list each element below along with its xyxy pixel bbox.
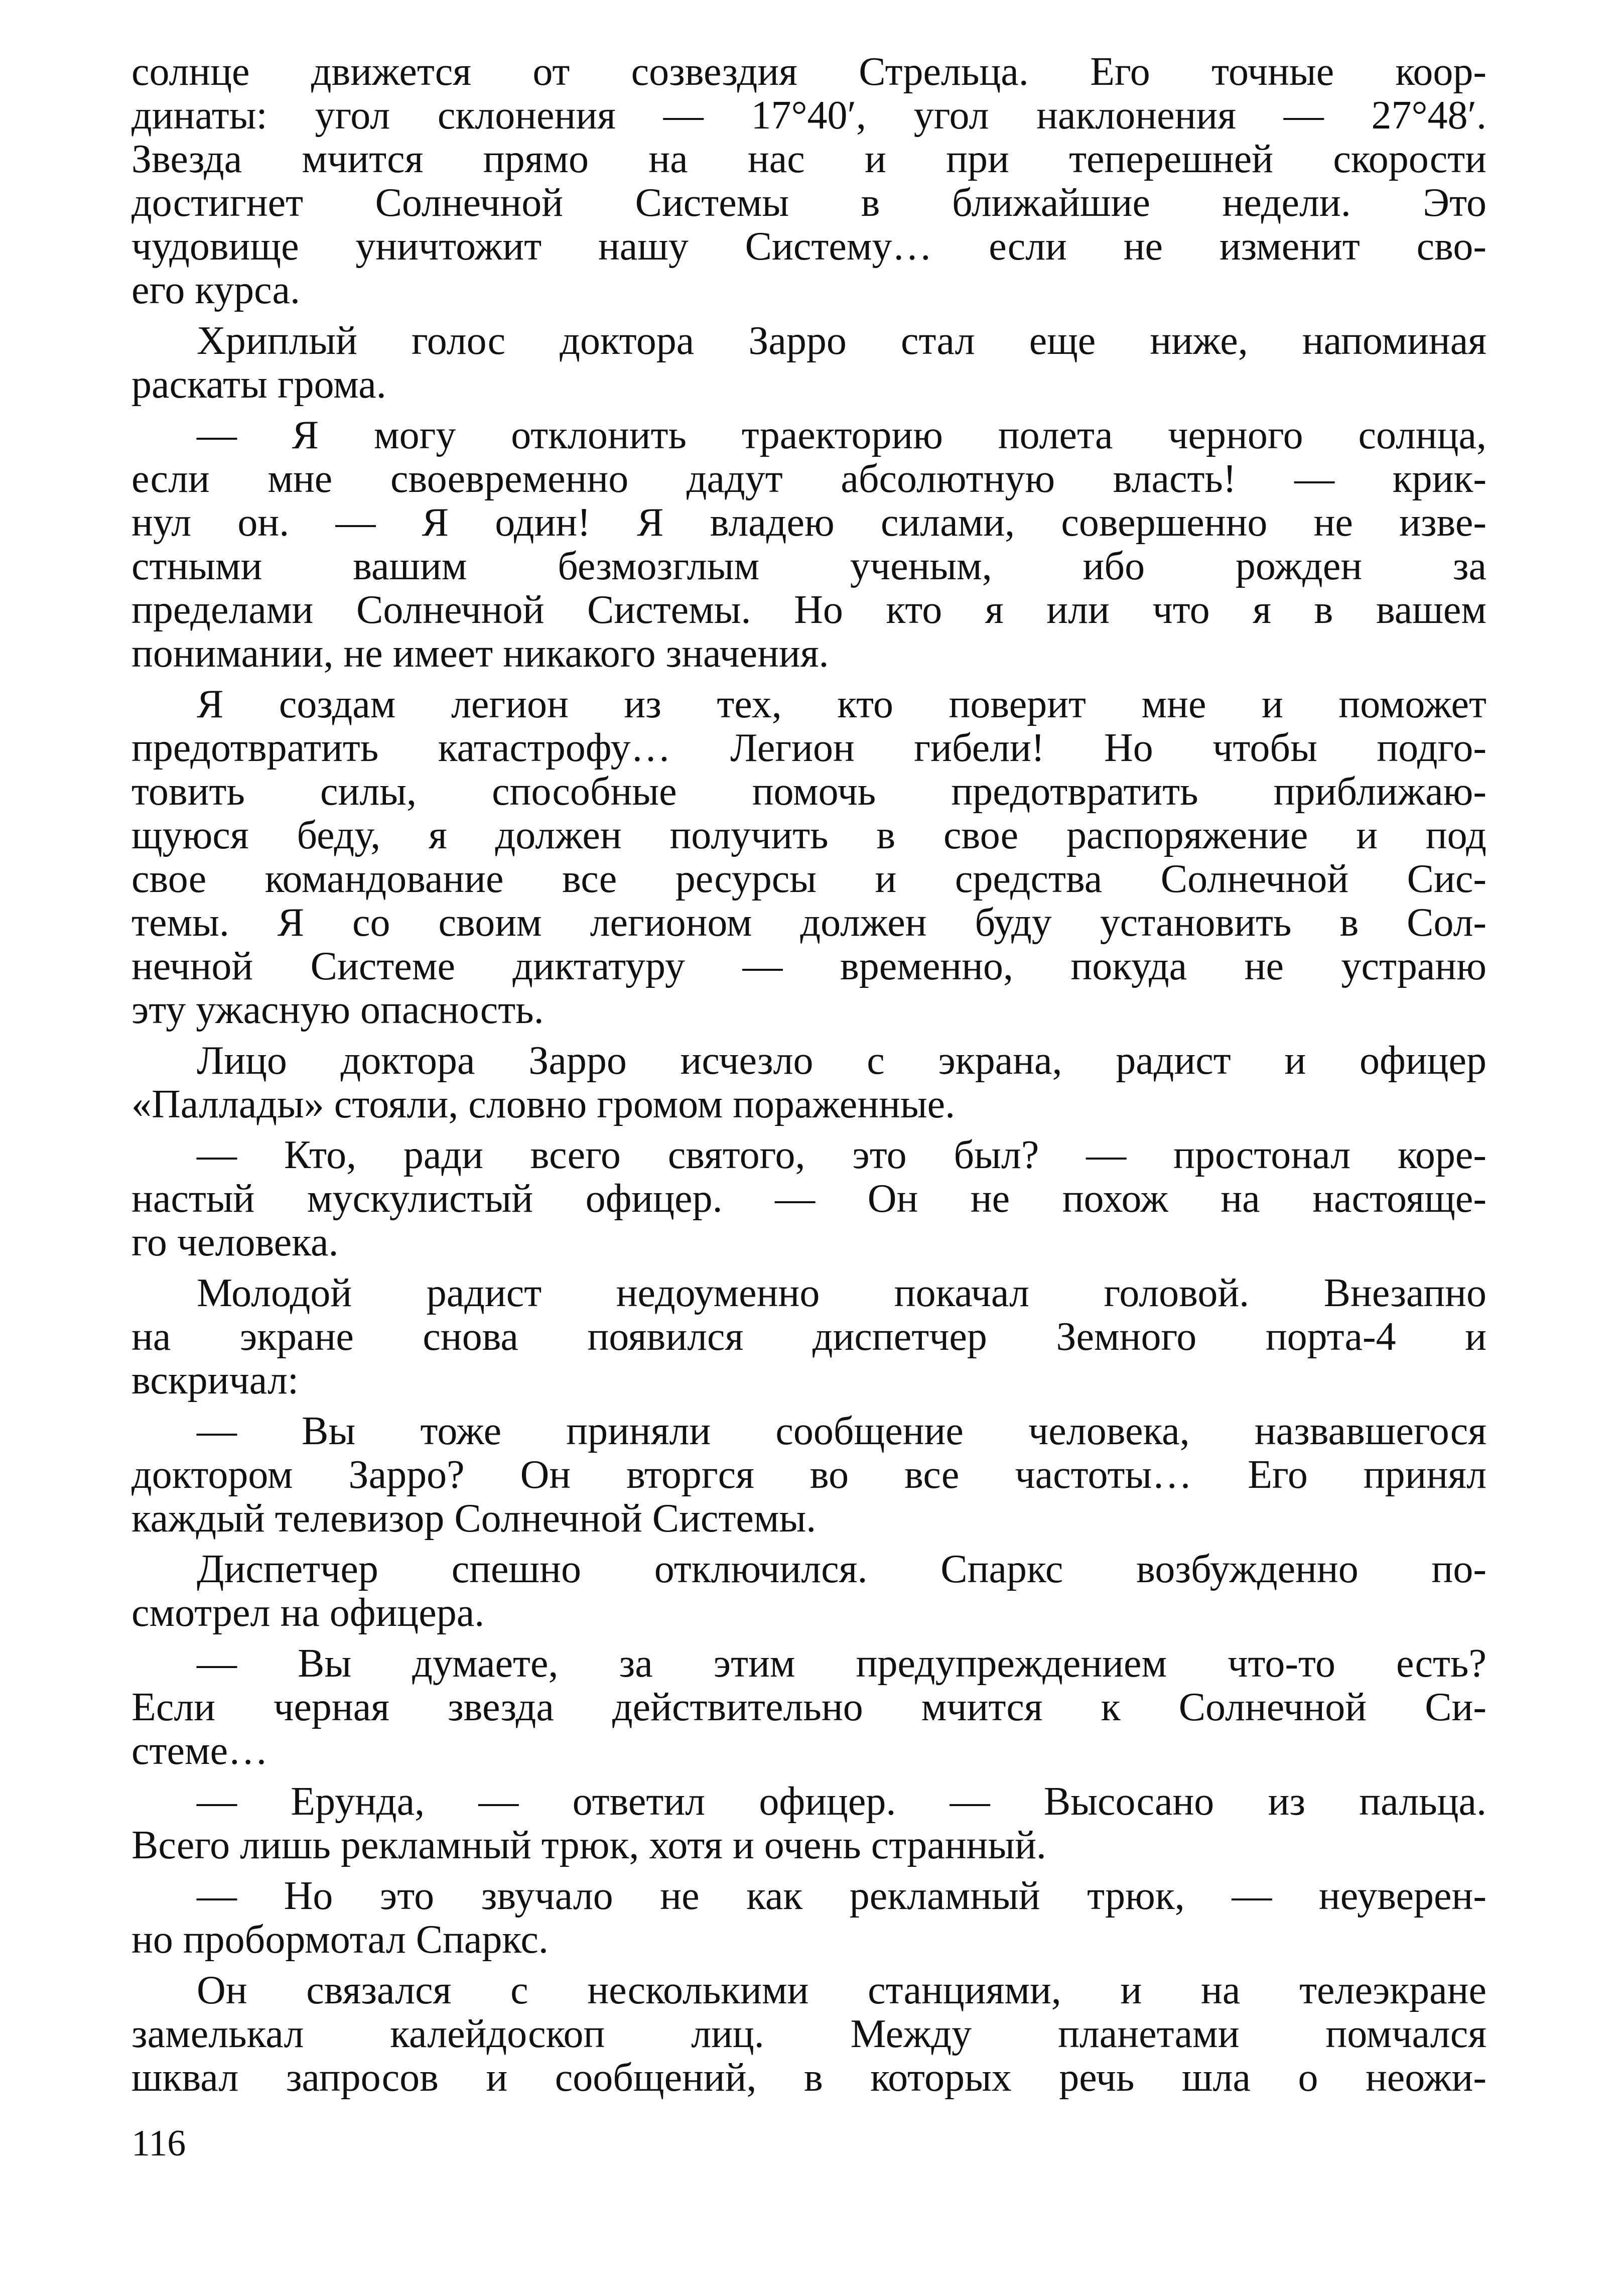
paragraph xyxy=(131,1969,1486,2100)
text-line: эту ужасную опасность. xyxy=(131,988,544,1032)
text-line: доктором Зарро? Он вторгся во все частоты… Его принял xyxy=(131,1453,1486,1497)
paragraph xyxy=(131,1780,1486,1867)
paragraph xyxy=(131,50,1486,312)
paragraph xyxy=(131,1874,1486,1962)
text-line: вскричал: xyxy=(131,1358,299,1403)
text-line: товить силы, способные помочь предотвратить приближаю- xyxy=(131,770,1486,814)
text-line: — Вы думаете, за этим предупреждением что-то есть? xyxy=(197,1641,1486,1686)
text-line: каждый телевизор Солнечной Системы. xyxy=(131,1496,817,1541)
paragraph xyxy=(131,1133,1486,1264)
text-line: чудовище уничтожит нашу Систему… если не изменит сво- xyxy=(131,224,1486,269)
paragraph xyxy=(131,1642,1486,1773)
text-line: понимании, не имеет никакого значения. xyxy=(131,631,829,676)
text-line: стными вашим безмозглым ученым, ибо рожден за xyxy=(131,544,1486,588)
text-line: темы. Я со своим легионом должен буду установить в Сол- xyxy=(131,901,1486,945)
paragraph xyxy=(131,683,1486,1032)
paragraph xyxy=(131,1410,1486,1541)
paragraph xyxy=(131,319,1486,407)
text-line: но пробормотал Спаркс. xyxy=(131,1918,549,1962)
text-line: нул он. — Я один! Я владею силами, совершенно не изве- xyxy=(131,500,1486,545)
book-page-text xyxy=(131,50,1486,2107)
text-line: достигнет Солнечной Системы в ближайшие недели. Это xyxy=(131,181,1486,225)
text-line: го человека. xyxy=(131,1220,339,1264)
text-line: нечной Системе диктатуру — временно, покуда не устраню xyxy=(131,944,1486,988)
text-line: если мне своевременно дадут абсолютную власть! — крик- xyxy=(131,457,1486,501)
text-line: — Но это звучало не как рекламный трюк, — неуверен- xyxy=(197,1874,1486,1918)
text-line: смотрел на офицера. xyxy=(131,1591,485,1635)
paragraph xyxy=(131,414,1486,676)
paragraph xyxy=(131,1271,1486,1403)
text-line: «Паллады» стояли, словно громом пораженные. xyxy=(131,1082,956,1126)
text-line: динаты: угол склонения — 17°40′, угол наклонения — 27°48′. xyxy=(131,93,1486,138)
paragraph xyxy=(131,1039,1486,1126)
text-line: Хриплый голос доктора Зарро стал еще ниже, напоминая xyxy=(197,319,1486,363)
text-line: Звезда мчится прямо на нас и при теперешней скорости xyxy=(131,137,1486,181)
text-line: на экране снова появился диспетчер Земного порта-4 и xyxy=(131,1315,1486,1359)
text-line: Лицо доктора Зарро исчезло с экрана, радист и офицер xyxy=(197,1039,1486,1083)
text-line: шквал запросов и сообщений, в которых речь шла о неожи- xyxy=(131,2056,1486,2100)
page-number: 116 xyxy=(131,2123,186,2164)
text-line: — Ерунда, — ответил офицер. — Высосано из пальца. xyxy=(197,1779,1486,1824)
text-line: стеме… xyxy=(131,1729,268,1773)
text-line: настый мускулистый офицер. — Он не похож на настояще- xyxy=(131,1177,1486,1221)
text-line: солнце движется от созвездия Стрельца. Его точные коор- xyxy=(131,50,1486,94)
text-line: Диспетчер спешно отключился. Спаркс возбужденно по- xyxy=(197,1547,1486,1591)
text-line: щуюся беду, я должен получить в свое распоряжение и под xyxy=(131,813,1486,857)
text-line: Всего лишь рекламный трюк, хотя и очень странный. xyxy=(131,1823,1046,1867)
text-line: раскаты грома. xyxy=(131,362,386,407)
text-line: — Вы тоже приняли сообщение человека, назвавшегося xyxy=(197,1409,1486,1453)
text-line: замелькал калейдоскоп лиц. Между планетами помчался xyxy=(131,2012,1486,2056)
text-line: его курса. xyxy=(131,268,301,312)
text-line: свое командование все ресурсы и средства Солнечной Сис- xyxy=(131,857,1486,901)
text-line: Он связался с несколькими станциями, и на телеэкране xyxy=(197,1968,1486,2012)
text-line: пределами Солнечной Системы. Но кто я или что я в вашем xyxy=(131,588,1486,632)
paragraph xyxy=(131,1548,1486,1635)
text-line: Я создам легион из тех, кто поверит мне и поможет xyxy=(197,682,1486,726)
text-line: Если черная звезда действительно мчится к Солнечной Си- xyxy=(131,1685,1486,1729)
text-line: Молодой радист недоуменно покачал головой. Внезапно xyxy=(197,1271,1486,1315)
text-line: — Кто, ради всего святого, это был? — простонал коре- xyxy=(197,1133,1486,1177)
text-line: — Я могу отклонить траекторию полета черного солнца, xyxy=(197,413,1486,457)
text-line: предотвратить катастрофу… Легион гибели! Но чтобы подго- xyxy=(131,726,1486,770)
